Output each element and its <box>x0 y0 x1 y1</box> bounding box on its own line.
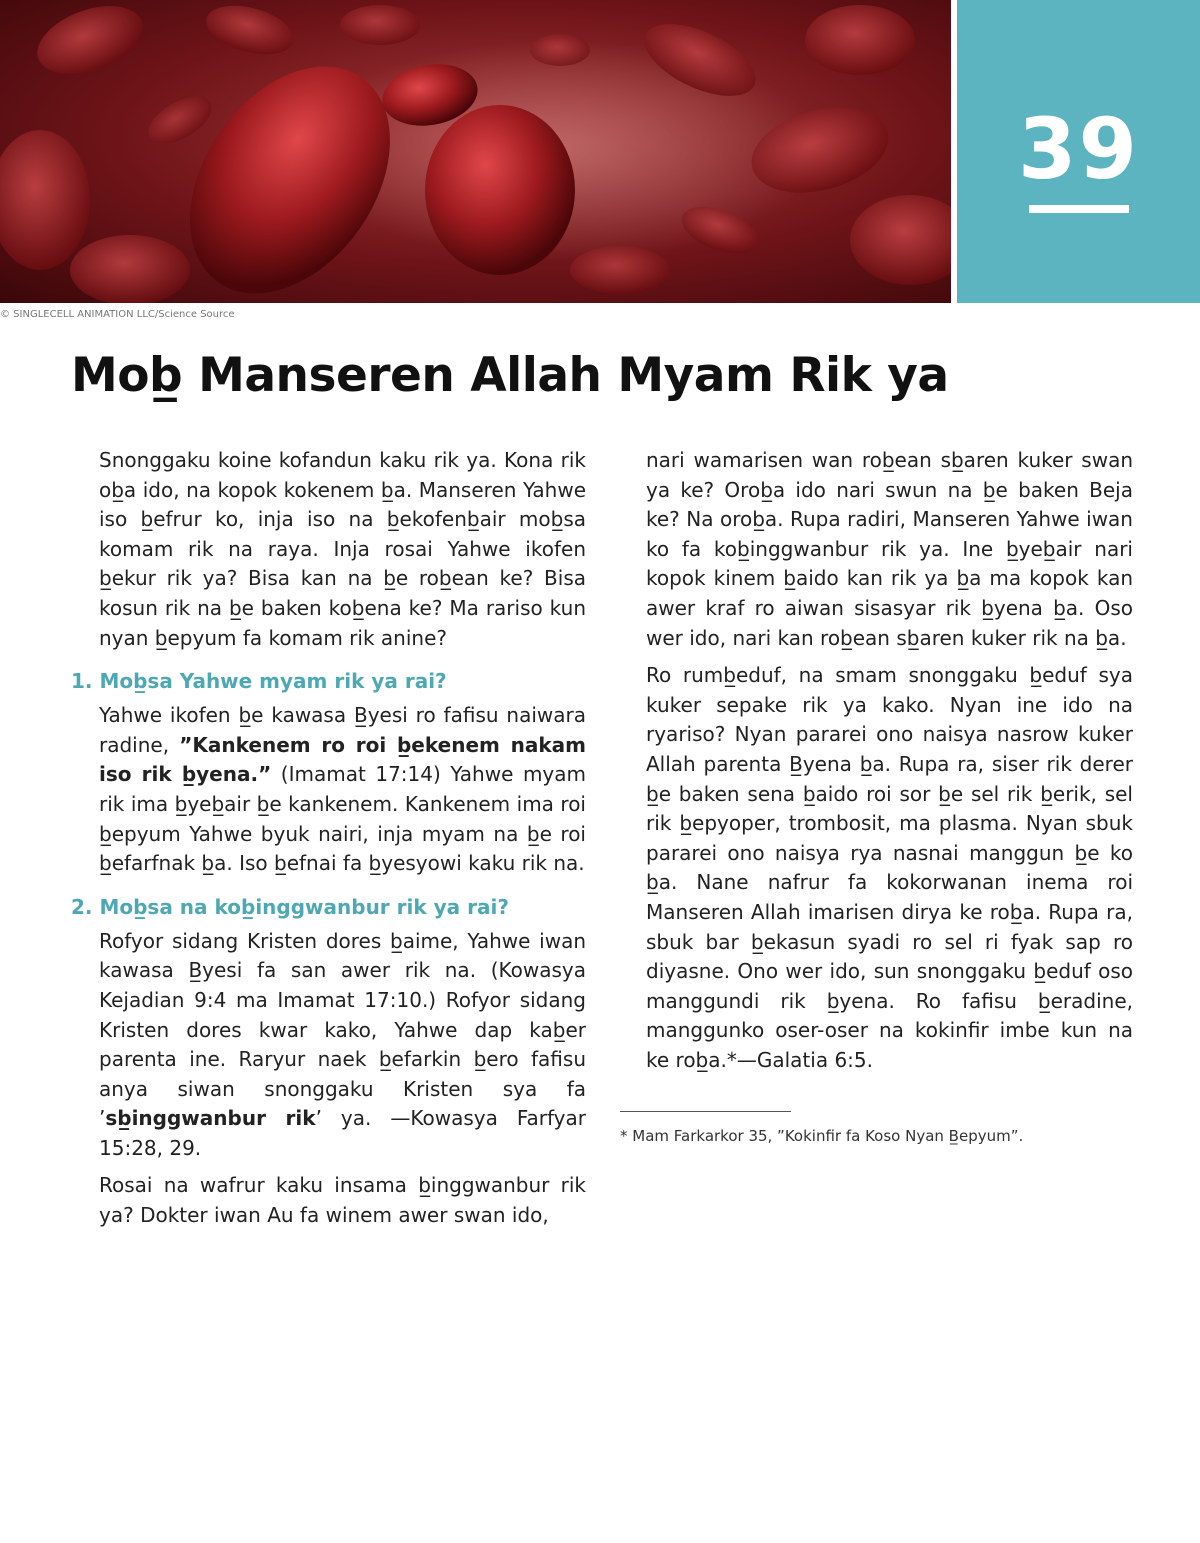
q2-text-start: Rofyor sidang Kristen dores b̲aime, Yahwe iwan kawasa B̲yesi fa san awer rik na. (Kowasya Kejadian 9:4 ma Imamat 17:10.) Rofyor sidang Kristen dores kwar kako, Yahwe dap kab̲er parenta ine. Raryur naek b̲efarkin b̲ero fafisu anya siwan snonggaku Kristen sya fa ’ <box>99 928 586 1131</box>
image-credit: © SINGLECELL ANIMATION LLC/Science Source <box>0 309 235 320</box>
question-1-heading: 1. Mob̲sa Yahwe myam rik ya rai? <box>71 669 447 694</box>
left-column <box>71 446 586 1239</box>
red-blood-cells-illustration <box>0 0 951 303</box>
q2-term-bold: sb̲inggwanbur rik <box>105 1106 316 1131</box>
q1-text-end: (Imamat 17:14) Yahwe myam rik ima b̲yeb̲air b̲e kankenem. Kankenem ima roi b̲epyum Yahwe byuk nairi, inja myam na b̲e roi b̲efarfnak b̲a. Iso b̲efnai fa b̲yesyowi kaku rik na. <box>99 762 586 876</box>
lesson-number: 39 <box>1018 100 1139 198</box>
question-2-heading: 2. Mob̲sa na kob̲inggwanbur rik ya rai? <box>71 894 509 919</box>
q2-text-end: ’ ya. —Kowasya Farfyar 15:28, 29. <box>99 1106 586 1160</box>
right-paragraph-1: nari wamarisen wan rob̲ean sb̲aren kuker swan ya ke? Orob̲a ido nari swun na b̲e baken Beja ke? Na orob̲a. Rupa radiri, Manseren Yahwe iwan ko fa kob̲inggwanbur rik ya. Ine b̲yeb̲air nari kopok kinem b̲aido kan rik ya b̲a ma kopok kan awer kraf ro aiwan sisasyar rik b̲yena b̲a. Oso wer ido, nari kan rob̲ean sb̲aren kuker rik na b̲a. <box>646 448 1133 650</box>
right-paragraph-2: Ro rumb̲eduf, na smam snonggaku b̲eduf sya kuker sepake rik ya kako. Nyan ine ido na ryariso? Nyan pararei ono naisya nasrow kuker Allah parenta B̲yena b̲a. Rupa ra, siser rik derer b̲e baken sena b̲aido roi sor b̲e sel rik b̲erik, sel rik b̲epyoper, trombosit, ma plasma. Nyan sbuk pararei ono naisya rya nasnai manggun b̲e ko b̲a. Nane nafrur fa kokorwanan inema roi Manseren Allah imarisen dirya ke rob̲a. Rupa ra, sbuk bar b̲ekasun syadi ro sel ri fyak sap ro diyasne. Ono wer ido, sun snonggaku b̲eduf oso manggundi rik b̲yena. Ro fafisu b̲eradine, manggunko oser-oser na kokinfir imbe kun na ke rob̲a.*—Galatia 6:5. <box>646 663 1133 1072</box>
question-2-paragraph <box>99 927 586 1164</box>
page-title: Mob̲ Manseren Allah Myam Rik ya <box>71 348 949 403</box>
hero-image <box>0 0 951 303</box>
footnote-divider <box>620 1111 791 1112</box>
right-column <box>646 446 1133 1083</box>
q1-quote-bold: ”Kankenem ro roi b̲ekenem nakam iso rik b̲yena.” <box>99 732 586 787</box>
footnote: * Mam Farkarkor 35, ”Kokinfir fa Koso Nyan B̲epyum”. <box>620 1127 1024 1145</box>
lesson-number-badge <box>957 0 1200 303</box>
badge-underline <box>1029 205 1129 213</box>
closing-paragraph: Rosai na wafrur kaku insama b̲inggwanbur rik ya? Dokter iwan Au fa winem awer swan ido, <box>99 1173 586 1228</box>
question-1-paragraph <box>99 701 586 879</box>
q1-text-start: Yahwe ikofen b̲e kawasa B̲yesi ro fafisu naiwara radine, <box>99 703 586 757</box>
intro-paragraph: Snonggaku koine kofandun kaku rik ya. Kona rik ob̲a ido, na kopok kokenem b̲a. Manseren Yahwe iso b̲efrur ko, inja iso na b̲ekofenb̲air mob̲sa komam rik na raya. Inja rosai Yahwe ikofen b̲ekur rik ya? Bisa kan na b̲e rob̲ean ke? Bisa kosun rik na b̲e baken kob̲ena ke? Ma rariso kun nyan b̲epyum fa komam rik anine? <box>99 448 586 650</box>
